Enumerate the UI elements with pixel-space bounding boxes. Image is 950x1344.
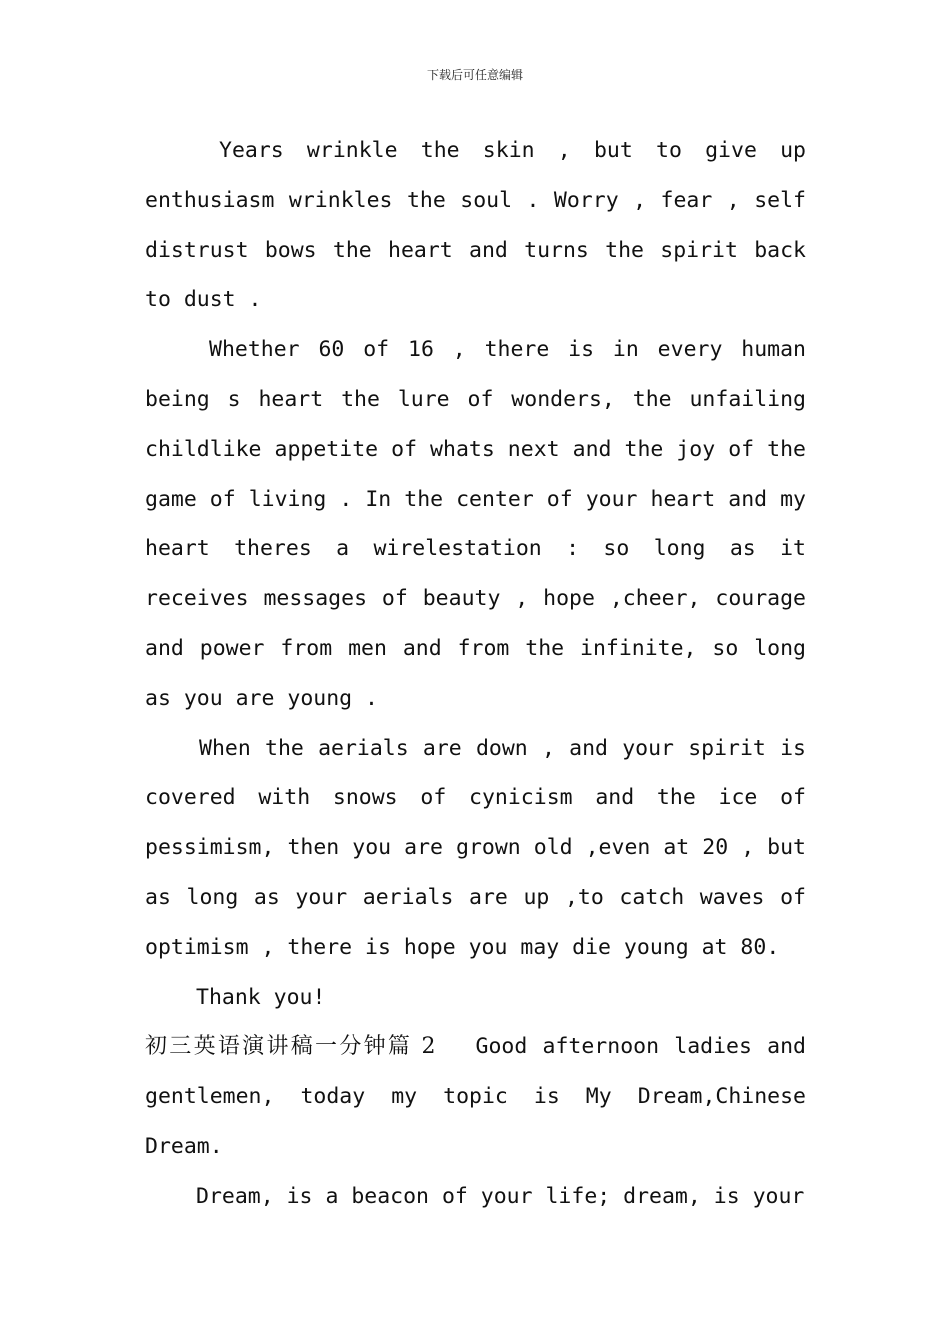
section-2-intro: [145, 1022, 806, 1171]
page-header: 下载后可任意编辑: [426, 68, 523, 82]
paragraph-dream: Dream, is a beacon of your life; dream, is your: [196, 1183, 805, 1209]
paragraph-whether: Whether 60 of 16 , there is in every human being s heart the lure of wonders, the unfailing childlike appetite of whats next and the joy of the game of living . In the center of your heart and my heart theres a wirelestation : so long as it receives messages of beauty , hope ,cheer, courage and power from men and from the infinite, so long as you are young .: [145, 337, 806, 711]
paragraph-aerials: When the aerials are down , and your spirit is covered with snows of cynicism and the ice of pessimism, then you are grown old ,even at 20 , but as long as your aerials are up ,to catch waves of optimism , there is hope you may die young at 80.: [145, 735, 806, 960]
paragraph-thanks: Thank you!: [196, 984, 326, 1010]
section-2-intro-text: Good afternoon ladies and gentlemen, today my topic is My Dream,Chinese Dream.: [145, 1034, 806, 1159]
section-2-heading: 初三英语演讲稿一分钟篇 2: [145, 1034, 436, 1060]
document-body: [145, 126, 806, 1222]
paragraph-years: Years wrinkle the skin , but to give up enthusiasm wrinkles the soul . Worry , fear , self distrust bows the heart and turns the spirit back to dust .: [145, 138, 806, 313]
